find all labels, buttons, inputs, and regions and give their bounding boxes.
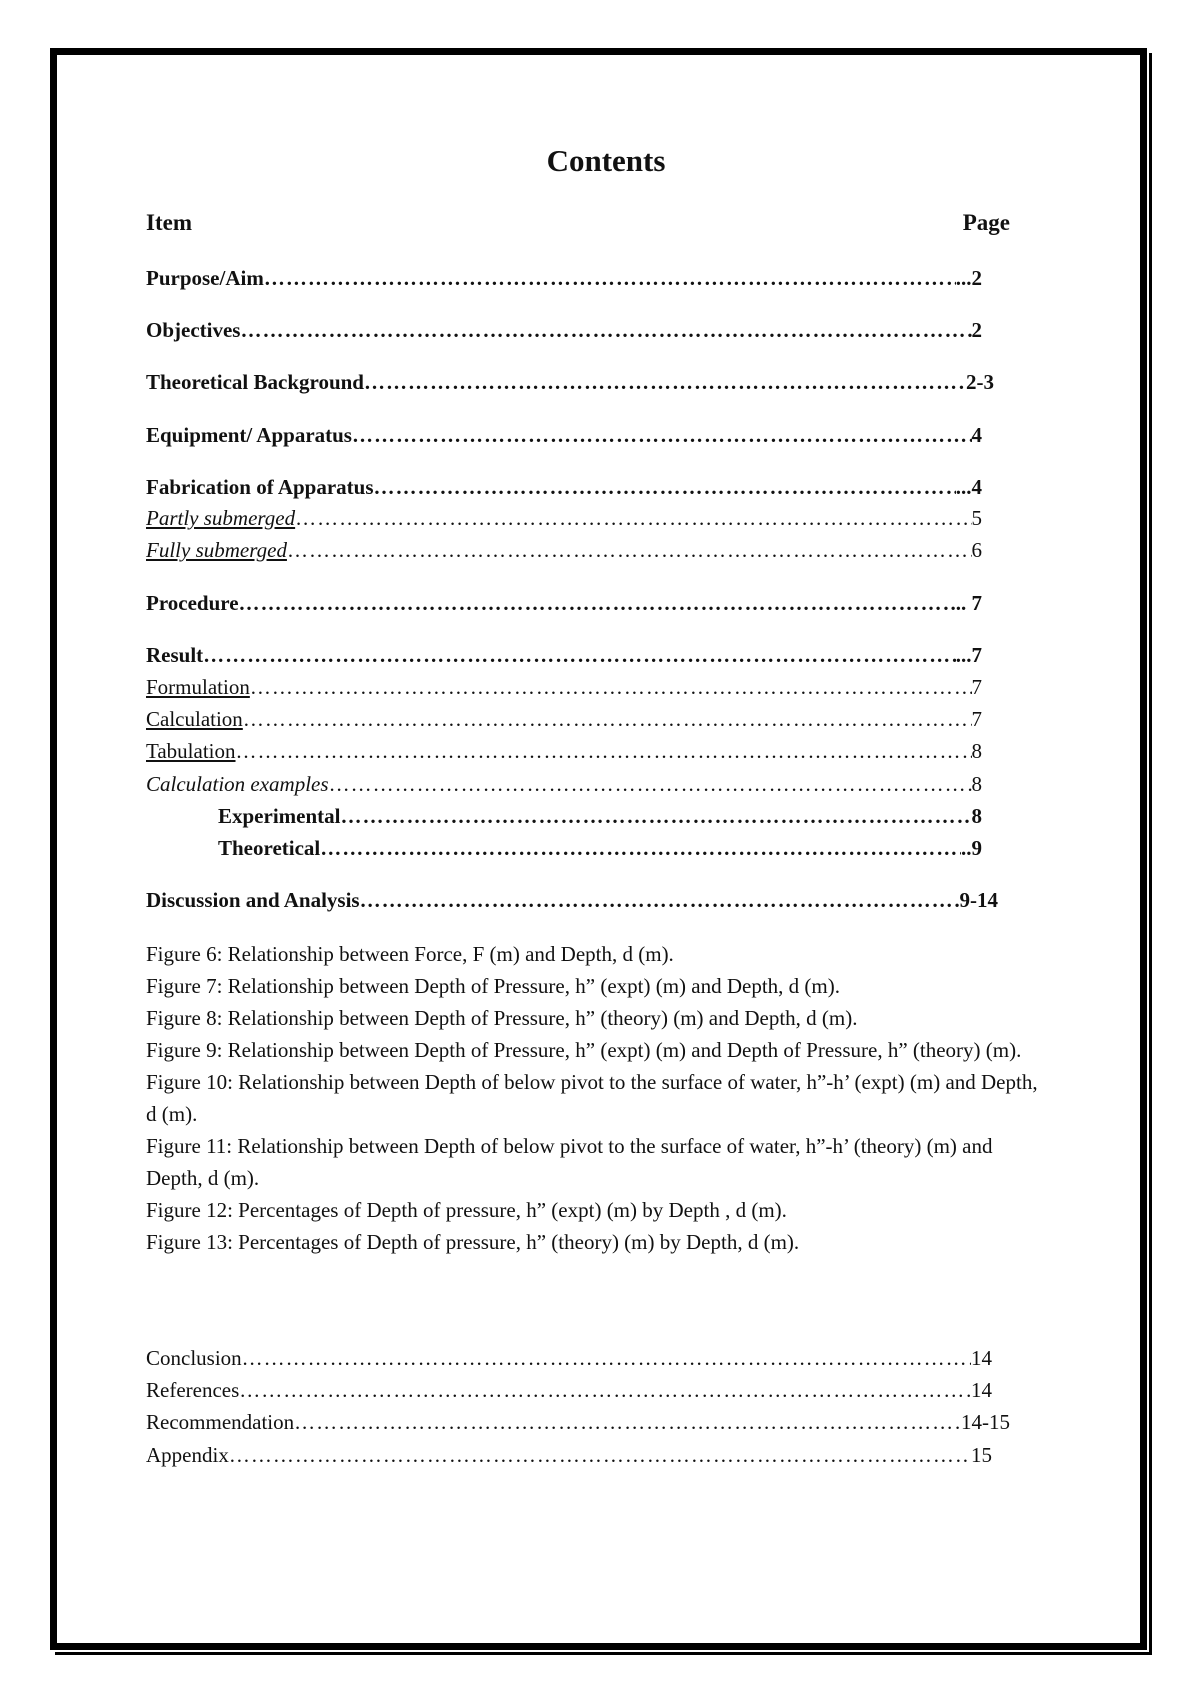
toc-entry-page: 15 — [971, 1443, 992, 1467]
toc-entry-page: 8 — [971, 804, 982, 828]
toc-entry-references — [146, 1376, 992, 1404]
toc-entry-page: 8 — [971, 739, 982, 763]
toc-entry-page: ..9 — [961, 836, 982, 860]
figure-entry: Figure 10: Relationship between Depth of below pivot to the surface of water, h”-h’ (expt) (m) and Depth, d (m). — [146, 1070, 1038, 1126]
toc-entry-appendix — [146, 1441, 992, 1469]
figure-entry: Figure 11: Relationship between Depth of below pivot to the surface of water, h”-h’ (theory) (m) and Depth, d (m). — [146, 1134, 993, 1190]
page-column-label: Page — [962, 210, 1010, 235]
toc-entry-result — [146, 641, 982, 669]
toc-entry-label: Calculation examples — [146, 772, 329, 796]
toc-entry-discussion — [146, 886, 998, 914]
toc-entry-page: 14 — [971, 1346, 992, 1370]
toc-entry-page: 9-14 — [959, 888, 998, 912]
toc-entry-partly-submerged — [146, 504, 982, 532]
toc-entry-fully-submerged — [146, 536, 982, 564]
toc-entry-procedure — [146, 589, 982, 617]
toc-entry-label: Tabulation — [146, 739, 236, 763]
toc-entry-label: Appendix — [146, 1443, 229, 1467]
toc-entry-page: ...2 — [955, 266, 982, 290]
toc-entry-page: 6 — [971, 538, 982, 562]
toc-entry-equipment — [146, 421, 982, 449]
toc-entry-page: ...7 — [955, 643, 982, 667]
toc-entry-label: Partly submerged — [146, 506, 296, 530]
toc-entry-label: Discussion and Analysis — [146, 888, 360, 912]
page-title: Contents — [546, 143, 666, 178]
toc-entry-label: Objectives — [146, 318, 241, 342]
toc-entry-theoretical — [218, 834, 982, 862]
toc-entry-label: Procedure — [146, 591, 239, 615]
item-column-label: Item — [146, 210, 192, 235]
toc-entry-page: 7 — [971, 707, 982, 731]
figure-list — [146, 938, 1046, 1258]
toc-entry-page: 4 — [971, 423, 982, 447]
toc-entry-label: Formulation — [146, 675, 250, 699]
toc-entry-label: Result — [146, 643, 204, 667]
toc-entry-label: Theoretical Background — [146, 370, 364, 394]
figure-entry: Figure 9: Relationship between Depth of Pressure, h” (expt) (m) and Depth of Pressure, h” (theory) (m). — [146, 1038, 1022, 1062]
figure-entry: Figure 8: Relationship between Depth of Pressure, h” (theory) (m) and Depth, d (m). — [146, 1006, 858, 1030]
toc-entry-page: 2 — [971, 318, 982, 342]
toc-entry-tabulation — [146, 737, 982, 765]
toc-entry-theory — [146, 368, 994, 396]
toc-entry-page: ... 7 — [950, 591, 982, 615]
figure-entry: Figure 6: Relationship between Force, F (m) and Depth, d (m). — [146, 942, 674, 966]
toc-entry-label: Recommendation — [146, 1410, 295, 1434]
toc-entry-page: 2-3 — [966, 370, 994, 394]
toc-entry-recommendation — [146, 1408, 1010, 1436]
toc-entry-objectives — [146, 316, 982, 344]
toc-entry-calculation-examples — [146, 770, 982, 798]
toc-entry-page: ...4 — [955, 475, 982, 499]
toc-entry-page: 7 — [971, 675, 982, 699]
toc-entry-label: Calculation — [146, 707, 243, 731]
toc-entry-page: 14 — [971, 1378, 992, 1402]
toc-entry-purpose — [146, 264, 982, 292]
toc-entry-page: 8 — [971, 772, 982, 796]
toc-entry-label: Conclusion — [146, 1346, 242, 1370]
toc-entry-label: Fully submerged — [146, 538, 287, 562]
toc-entry-page: 5 — [971, 506, 982, 530]
toc-entry-calculation — [146, 705, 982, 733]
toc-entry-label: Purpose/Aim — [146, 266, 264, 290]
toc-entry-label: References — [146, 1378, 240, 1402]
figure-entry: Figure 7: Relationship between Depth of Pressure, h” (expt) (m) and Depth, d (m). — [146, 974, 840, 998]
toc-entry-conclusion — [146, 1344, 992, 1372]
figure-entry: Figure 13: Percentages of Depth of pressure, h” (theory) (m) by Depth, d (m). — [146, 1230, 800, 1254]
toc-entry-label: Theoretical — [218, 836, 321, 860]
toc-entry-fabrication — [146, 473, 982, 501]
toc-entry-label: Experimental — [218, 804, 341, 828]
toc-entry-page: 14-15 — [961, 1410, 1010, 1434]
toc-entry-label: Equipment/ Apparatus — [146, 423, 352, 447]
toc-entry-formulation — [146, 673, 982, 701]
toc-entry-experimental — [218, 802, 982, 830]
toc-entry-label: Fabrication of Apparatus — [146, 475, 374, 499]
figure-entry: Figure 12: Percentages of Depth of pressure, h” (expt) (m) by Depth , d (m). — [146, 1198, 787, 1222]
